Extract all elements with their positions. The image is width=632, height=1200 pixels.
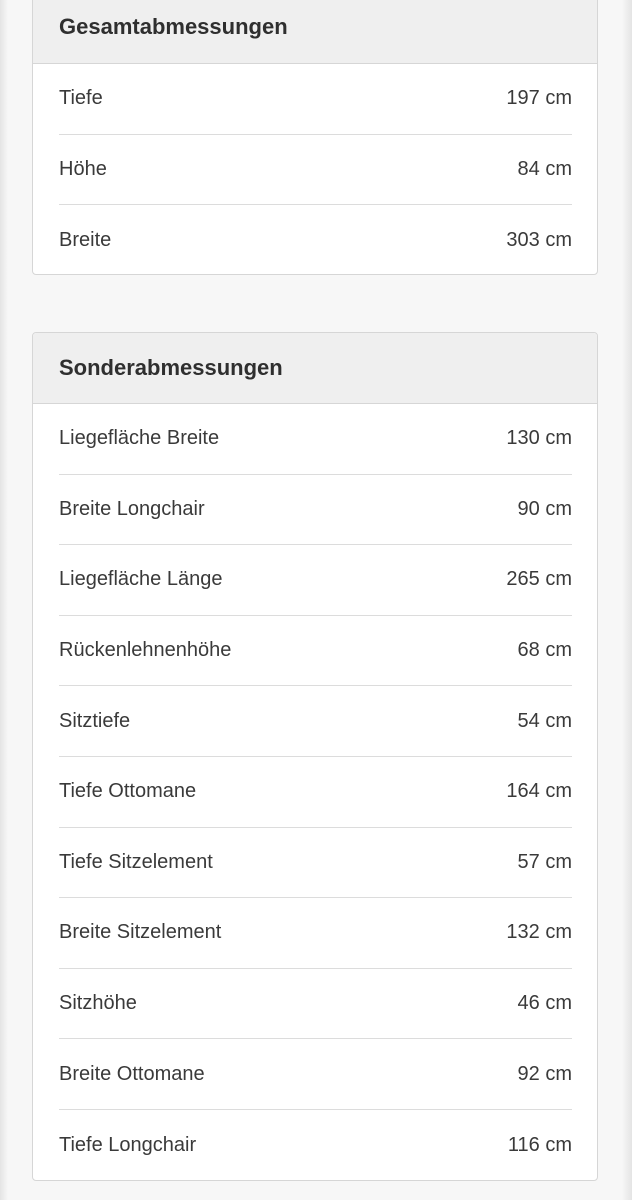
dimension-label: Sitztiefe	[59, 709, 131, 732]
dimension-row-tiefe	[59, 64, 572, 135]
dimension-row	[59, 757, 572, 828]
dimension-row	[59, 969, 572, 1040]
dimension-row	[59, 404, 572, 475]
overall-dimensions-card	[32, 0, 598, 275]
dimension-row	[59, 545, 572, 616]
dimension-row	[59, 828, 572, 899]
special-dimensions-card	[32, 332, 598, 1181]
dimension-row	[59, 686, 572, 757]
dimension-value: 57 cm	[517, 850, 572, 873]
dimension-label: Breite	[59, 228, 112, 251]
page-edge-left	[0, 0, 8, 1200]
dimension-row	[59, 1039, 572, 1110]
dimension-row	[59, 616, 572, 687]
dimension-value: 54 cm	[517, 709, 572, 732]
special-dimensions-list	[33, 404, 597, 1181]
dimension-label: Tiefe Longchair	[59, 1133, 197, 1156]
overall-dimensions-list	[33, 64, 597, 275]
dimension-value: 265 cm	[506, 568, 572, 591]
dimension-label: Sitzhöhe	[59, 992, 137, 1015]
dimension-value: 90 cm	[517, 497, 572, 520]
dimension-label: Rückenlehnenhöhe	[59, 639, 232, 662]
dimension-label: Breite Ottomane	[59, 1062, 205, 1085]
dimension-label: Liegefläche Breite	[59, 427, 220, 450]
dimension-value: 164 cm	[506, 780, 572, 803]
dimension-label: Tiefe Ottomane	[59, 780, 197, 803]
dimension-row-breite	[59, 205, 572, 275]
dimension-value: 130 cm	[506, 427, 572, 450]
dimension-value: 92 cm	[517, 1062, 572, 1085]
dimension-value: 68 cm	[517, 639, 572, 662]
dimension-row	[59, 475, 572, 546]
dimension-label: Höhe	[59, 157, 107, 180]
dimension-value: 303 cm	[506, 228, 572, 251]
dimension-value: 84 cm	[517, 157, 572, 180]
dimension-row	[59, 1110, 572, 1181]
dimension-label: Tiefe	[59, 87, 103, 110]
page-edge-right	[622, 0, 632, 1200]
dimension-label: Liegefläche Länge	[59, 568, 223, 591]
overall-dimensions-title: Gesamtabmessungen	[33, 0, 597, 64]
dimension-label: Tiefe Sitzelement	[59, 850, 213, 873]
dimension-value: 46 cm	[517, 992, 572, 1015]
dimension-value: 116 cm	[507, 1133, 572, 1156]
dimension-value: 197 cm	[506, 87, 572, 110]
dimension-label: Breite Sitzelement	[59, 921, 222, 944]
dimension-row-hoehe	[59, 135, 572, 206]
dimension-row	[59, 898, 572, 969]
dimension-label: Breite Longchair	[59, 497, 205, 520]
dimension-value: 132 cm	[506, 921, 572, 944]
special-dimensions-title: Sonderabmessungen	[33, 333, 597, 404]
